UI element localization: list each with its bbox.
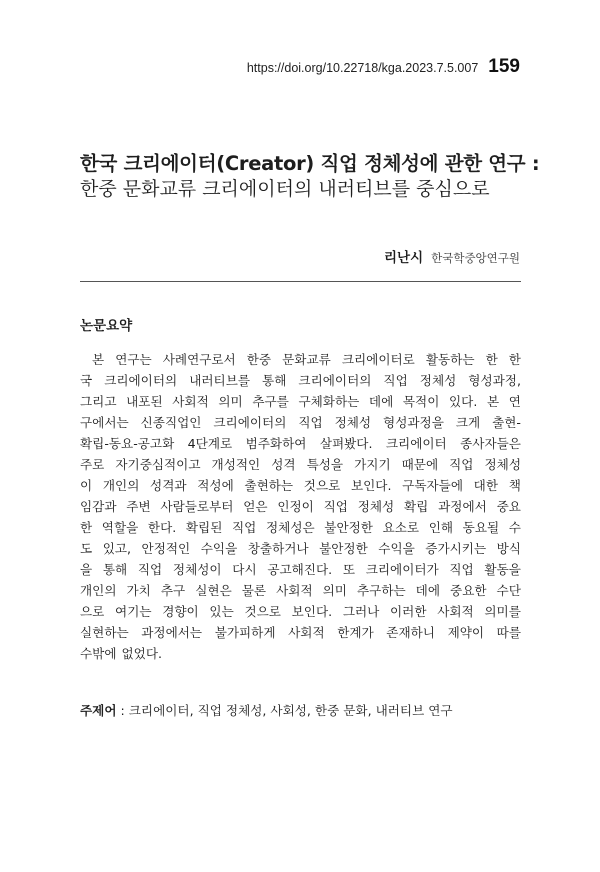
abstract-word: 출현하는 [244, 478, 294, 493]
abstract-word: 개성적인 [211, 457, 261, 472]
abstract-word: 직업 [449, 562, 474, 577]
abstract-word: 중요 [496, 499, 521, 514]
abstract-line [80, 349, 521, 370]
abstract-word: 범주화하여 [245, 436, 307, 451]
abstract-line [80, 601, 521, 622]
abstract-word: 적성에 [197, 478, 234, 493]
abstract-word: 확립 [404, 499, 429, 514]
abstract-word: 인정이 [277, 499, 314, 514]
paper-subtitle: 한중 문화교류 크리에이터의 내러티브를 중심으로 [80, 178, 490, 200]
abstract-word: 을 [80, 562, 93, 577]
abstract-line [80, 580, 521, 601]
abstract-word: 사람들로부터 [160, 499, 234, 514]
abstract-word: 사례연구로서 [162, 352, 236, 367]
abstract-word: 구독자들에 [402, 478, 463, 493]
abstract-word: 추구하는 [356, 583, 406, 598]
abstract-word: 때문에 [401, 457, 439, 472]
keywords-list: 크리에이터, 직업 정체성, 사회성, 한중 문화, 내러티브 연구 [128, 703, 453, 718]
abstract-line [80, 517, 521, 538]
abstract-word: 과정에서는 [141, 625, 203, 640]
abstract-word: 이러한 [390, 604, 427, 619]
abstract-word: 국 [80, 373, 93, 388]
abstract-word: 직업 [298, 415, 323, 430]
abstract-word: 정체성이 [172, 562, 222, 577]
abstract-word: 성격과 [150, 478, 187, 493]
abstract-word: 수익을 [378, 541, 415, 556]
abstract-word: 크리에이터로 [341, 352, 415, 367]
abstract-word: 크리에이터의 [298, 373, 372, 388]
abstract-word: 의미 [218, 394, 243, 409]
abstract-word: 특성을 [306, 457, 344, 472]
abstract-word: 의미를 [484, 604, 521, 619]
abstract-word: 제약이 [447, 625, 485, 640]
abstract-word: 목적이 [402, 394, 440, 409]
abstract-word: 다시 [232, 562, 257, 577]
abstract-word: 의미 [322, 583, 347, 598]
author-affiliation: 한국학중앙연구원 [431, 251, 520, 265]
abstract-word: 성격 [271, 457, 296, 472]
abstract-word: 종사자들은 [460, 436, 521, 451]
abstract-word: 이 [80, 478, 93, 493]
abstract-word: 형성과정, [468, 373, 521, 388]
abstract-word: 데에 [368, 394, 394, 409]
abstract-word: 있다. [449, 394, 478, 409]
abstract-word: 으로 [80, 604, 105, 619]
keywords-separator: : [116, 703, 129, 718]
doi-link[interactable]: https://doi.org/10.22718/kga.2023.7.5.007 [246, 61, 479, 75]
abstract-word: 활동을 [484, 562, 521, 577]
abstract-word: 동요될 [462, 520, 500, 535]
abstract-word: 도 [80, 541, 93, 556]
abstract-word: 실현은 [195, 583, 232, 598]
abstract-word: 수익을 [200, 541, 238, 556]
abstract-word: 불안정한 [319, 541, 368, 556]
abstract-word: 직업 [232, 520, 257, 535]
abstract-word: 또 [342, 562, 356, 577]
abstract-heading: 논문요약 [80, 318, 133, 334]
abstract-word: 역할을 [101, 520, 139, 535]
abstract-line [80, 412, 521, 433]
abstract-word: 문화교류 [282, 352, 331, 367]
abstract-word: 정체성 [357, 499, 395, 514]
abstract-word: 한 [485, 352, 498, 367]
abstract-word: 불안정한 [324, 520, 373, 535]
abstract-word: 형성과정을 [383, 415, 444, 430]
abstract-word: 주변 [126, 499, 151, 514]
abstract-word: 통해 [102, 562, 128, 577]
title-divider [80, 281, 521, 282]
abstract-word: 크리에이터의 [104, 373, 178, 388]
keywords [80, 700, 521, 719]
keywords-label: 주제어 [80, 703, 117, 718]
abstract-word: 자기중심적이고 [115, 457, 201, 472]
abstract-word: 추구를 [252, 394, 289, 409]
abstract-word: 물론 [241, 583, 267, 598]
abstract-word: 본 [486, 394, 500, 409]
abstract-word: 보인다. [291, 604, 333, 619]
abstract-word: 한중 [246, 352, 272, 367]
abstract-word: 대한 [473, 478, 499, 493]
abstract-word: 크리에이터의 [213, 415, 287, 430]
abstract-word: 내러티브를 [189, 373, 251, 388]
abstract-word: 개인의 [80, 583, 117, 598]
author-line [384, 246, 520, 266]
abstract-word: 한 [80, 520, 93, 535]
abstract-word: 직업 [383, 373, 408, 388]
abstract-word: 확립된 [185, 520, 223, 535]
abstract-word: 구에서는 [80, 415, 129, 430]
abstract-word: 주로 [80, 457, 105, 472]
abstract-word: 따를 [496, 625, 521, 640]
abstract-word: 출현- [492, 415, 521, 430]
abstract-word: 수단 [496, 583, 521, 598]
abstract-line [80, 454, 521, 475]
abstract-word: 확립-동요-공고화 [80, 436, 175, 451]
abstract-word: 추구 [160, 583, 186, 598]
abstract-body [80, 349, 521, 664]
abstract-line [80, 370, 521, 391]
abstract-word: 살펴봤다. [319, 436, 373, 451]
abstract-word: 그러나 [342, 604, 380, 619]
abstract-word: 구체화하는 [298, 394, 360, 409]
abstract-line [80, 433, 521, 454]
abstract-word: 존재하니 [386, 625, 435, 640]
abstract-word: 사회적 [276, 583, 313, 598]
abstract-word: 사회적 [437, 604, 474, 619]
abstract-word: 중요한 [450, 583, 487, 598]
abstract-word: 직업 [137, 562, 163, 577]
abstract-line [80, 496, 521, 517]
abstract-word: 크리에이터 [385, 436, 447, 451]
abstract-word: 증가시키는 [425, 541, 487, 556]
abstract-word: 사회적 [172, 394, 209, 409]
abstract-word: 가치 [126, 583, 151, 598]
abstract-word: 한계가 [337, 625, 374, 640]
abstract-word: 인해 [428, 520, 454, 535]
abstract-word: 통해 [262, 373, 287, 388]
abstract-word: 그리고 [80, 394, 117, 409]
paper-title: 한국 크리에이터(Creator) 직업 정체성에 관한 연구 : [80, 152, 540, 175]
abstract-word: 활동하는 [425, 352, 475, 367]
abstract-word: 것으로 [303, 478, 341, 493]
abstract-line [80, 559, 521, 580]
abstract-word: 수밖에 [80, 646, 117, 661]
abstract-word: 불가피하게 [214, 625, 276, 640]
abstract-word: 공고해진다. [267, 562, 333, 577]
abstract-word: 직업 [323, 499, 348, 514]
abstract-word: 과정에서 [438, 499, 487, 514]
abstract-word: 요소로 [382, 520, 420, 535]
abstract-word: 안정적인 [141, 541, 191, 556]
abstract-word: 있고, [102, 541, 132, 556]
abstract-word: 것으로 [244, 604, 281, 619]
abstract-word: 정체성 [484, 457, 521, 472]
abstract-word: 정체성은 [265, 520, 315, 535]
abstract-word: 내포된 [126, 394, 163, 409]
abstract-word: 크리에이터가 [365, 562, 439, 577]
abstract-word: 경향이 [162, 604, 199, 619]
abstract-word: 임감과 [80, 499, 117, 514]
running-header [247, 56, 520, 78]
author-name: 리난시 [384, 250, 424, 266]
abstract-line [80, 538, 521, 559]
abstract-word: 연 [508, 394, 521, 409]
abstract-line [80, 643, 521, 664]
abstract-word: 있는 [209, 604, 234, 619]
page-number: 159 [488, 56, 520, 77]
abstract-word: 본 [92, 352, 105, 367]
abstract-word: 가지기 [354, 457, 391, 472]
abstract-word: 한 [508, 352, 521, 367]
abstract-word: 정체성 [334, 415, 372, 430]
abstract-word: 여기는 [115, 604, 152, 619]
abstract-line [80, 475, 521, 496]
abstract-word: 개인의 [102, 478, 140, 493]
abstract-word: 책 [508, 478, 521, 493]
abstract-line [80, 391, 521, 412]
abstract-word: 방식 [496, 541, 521, 556]
abstract-word: 데에 [415, 583, 441, 598]
abstract-word: 한다. [147, 520, 177, 535]
abstract-word: 크게 [455, 415, 481, 430]
abstract-word: 사회적 [288, 625, 325, 640]
abstract-word: 연구는 [115, 352, 152, 367]
abstract-word: 정체성 [419, 373, 457, 388]
abstract-word: 없었다. [121, 646, 162, 661]
abstract-word: 4단계로 [187, 436, 233, 451]
abstract-word: 수 [508, 520, 521, 535]
abstract-line [80, 622, 521, 643]
abstract-word: 보인다. [350, 478, 392, 493]
abstract-word: 직업 [449, 457, 474, 472]
abstract-word: 실현하는 [80, 625, 129, 640]
abstract-word: 창출하거나 [247, 541, 309, 556]
abstract-word: 얻은 [243, 499, 268, 514]
abstract-word: 신종직업인 [140, 415, 202, 430]
